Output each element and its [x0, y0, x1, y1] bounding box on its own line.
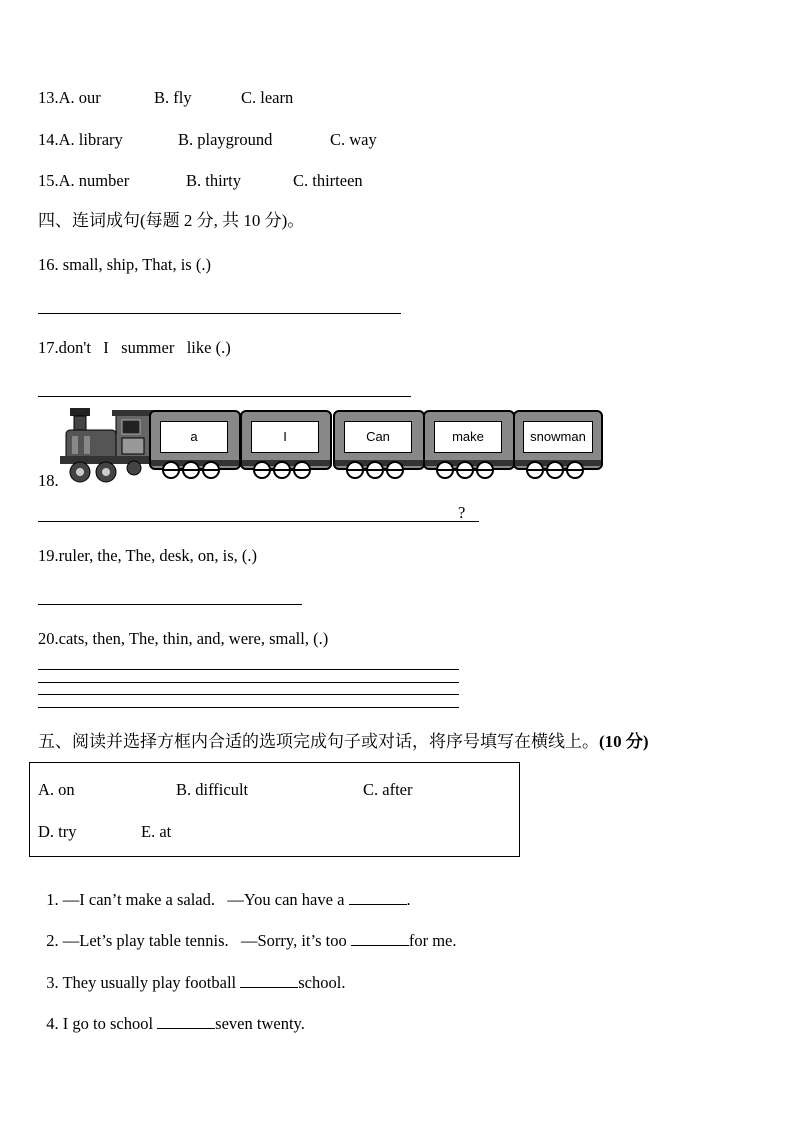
section-5-score: (10 分)	[599, 732, 649, 751]
option-a: A. our	[58, 88, 101, 107]
sentence-end: for me.	[408, 931, 457, 950]
question-16: 16. small, ship, That, is (.)	[38, 255, 211, 274]
sentence-end: seven twenty.	[215, 1014, 305, 1033]
sentence-text: 4. I go to school	[46, 1014, 158, 1033]
answer-line-20d[interactable]	[38, 707, 459, 708]
car-label-box[interactable]	[523, 421, 593, 453]
question-19: 19.ruler, the, The, desk, on, is, (.)	[38, 546, 257, 565]
question-20: 20.cats, then, The, thin, and, were, small, (.)	[38, 629, 329, 648]
answer-blank-3[interactable]	[240, 973, 298, 988]
train-wheels	[149, 458, 601, 482]
question-number: 13.	[38, 88, 59, 107]
option-b: B. fly	[154, 88, 192, 107]
sentence-4	[38, 994, 305, 1034]
answer-line-18[interactable]	[38, 521, 479, 522]
option-c: C. learn	[241, 88, 294, 107]
answer-line-16[interactable]	[38, 313, 401, 314]
answer-line-19[interactable]	[38, 604, 302, 605]
question-13	[38, 88, 294, 108]
sentence-end: .	[406, 890, 411, 909]
train-word: I	[283, 429, 287, 444]
option-b: B. playground	[178, 130, 273, 149]
sentence-1	[38, 870, 411, 910]
car-label-box[interactable]	[434, 421, 502, 453]
option-b: B. thirty	[186, 171, 242, 190]
option-b: B. difficult	[176, 780, 249, 799]
question-14	[38, 130, 377, 150]
train-word: snowman	[530, 429, 586, 444]
question-15	[38, 171, 363, 191]
sentence-text: 3. They usually play football	[46, 973, 241, 992]
question-17: 17.don't I summer like (.)	[38, 338, 231, 357]
option-d: D. try	[38, 822, 77, 841]
section-5-instruction: 五、阅读并选择方框内合适的选项完成句子或对话，将序号填写在横线上。	[38, 732, 599, 751]
question-mark: ?	[458, 503, 466, 522]
section-5-title	[38, 731, 649, 753]
sentence-text: 2. —Let’s play table tennis. —Sorry, it’s too	[46, 931, 351, 950]
answer-line-17[interactable]	[38, 396, 411, 397]
answer-line-20a[interactable]	[38, 669, 459, 670]
locomotive-icon	[60, 408, 154, 482]
question-18: 18.	[38, 471, 59, 490]
sentence-end: school.	[298, 973, 346, 992]
section-4-title: 四、连词成句(每题 2 分, 共 10 分)。	[38, 211, 305, 230]
train-word: Can	[366, 429, 390, 444]
train-word: make	[452, 429, 484, 444]
options-box	[29, 762, 520, 857]
option-c: C. thirteen	[293, 171, 363, 190]
car-label-box[interactable]	[160, 421, 228, 453]
option-c: C. after	[363, 780, 413, 799]
option-c: C. way	[330, 130, 377, 149]
question-number: 15.	[38, 171, 59, 190]
car-label-box[interactable]	[251, 421, 319, 453]
answer-line-20c[interactable]	[38, 694, 459, 695]
sentence-3	[38, 953, 345, 993]
answer-blank-1[interactable]	[349, 890, 407, 905]
option-a: A. number	[58, 171, 130, 190]
answer-blank-4[interactable]	[157, 1014, 215, 1029]
answer-line-20b[interactable]	[38, 682, 459, 683]
option-a: A. on	[38, 780, 75, 799]
option-e: E. at	[141, 822, 172, 841]
question-number: 14.	[38, 130, 59, 149]
train-word: a	[190, 429, 198, 444]
sentence-2	[38, 911, 457, 951]
car-label-box[interactable]	[344, 421, 412, 453]
sentence-text: 1. —I can’t make a salad. —You can have a	[46, 890, 349, 909]
answer-blank-2[interactable]	[351, 931, 409, 946]
option-a: A. library	[58, 130, 123, 149]
